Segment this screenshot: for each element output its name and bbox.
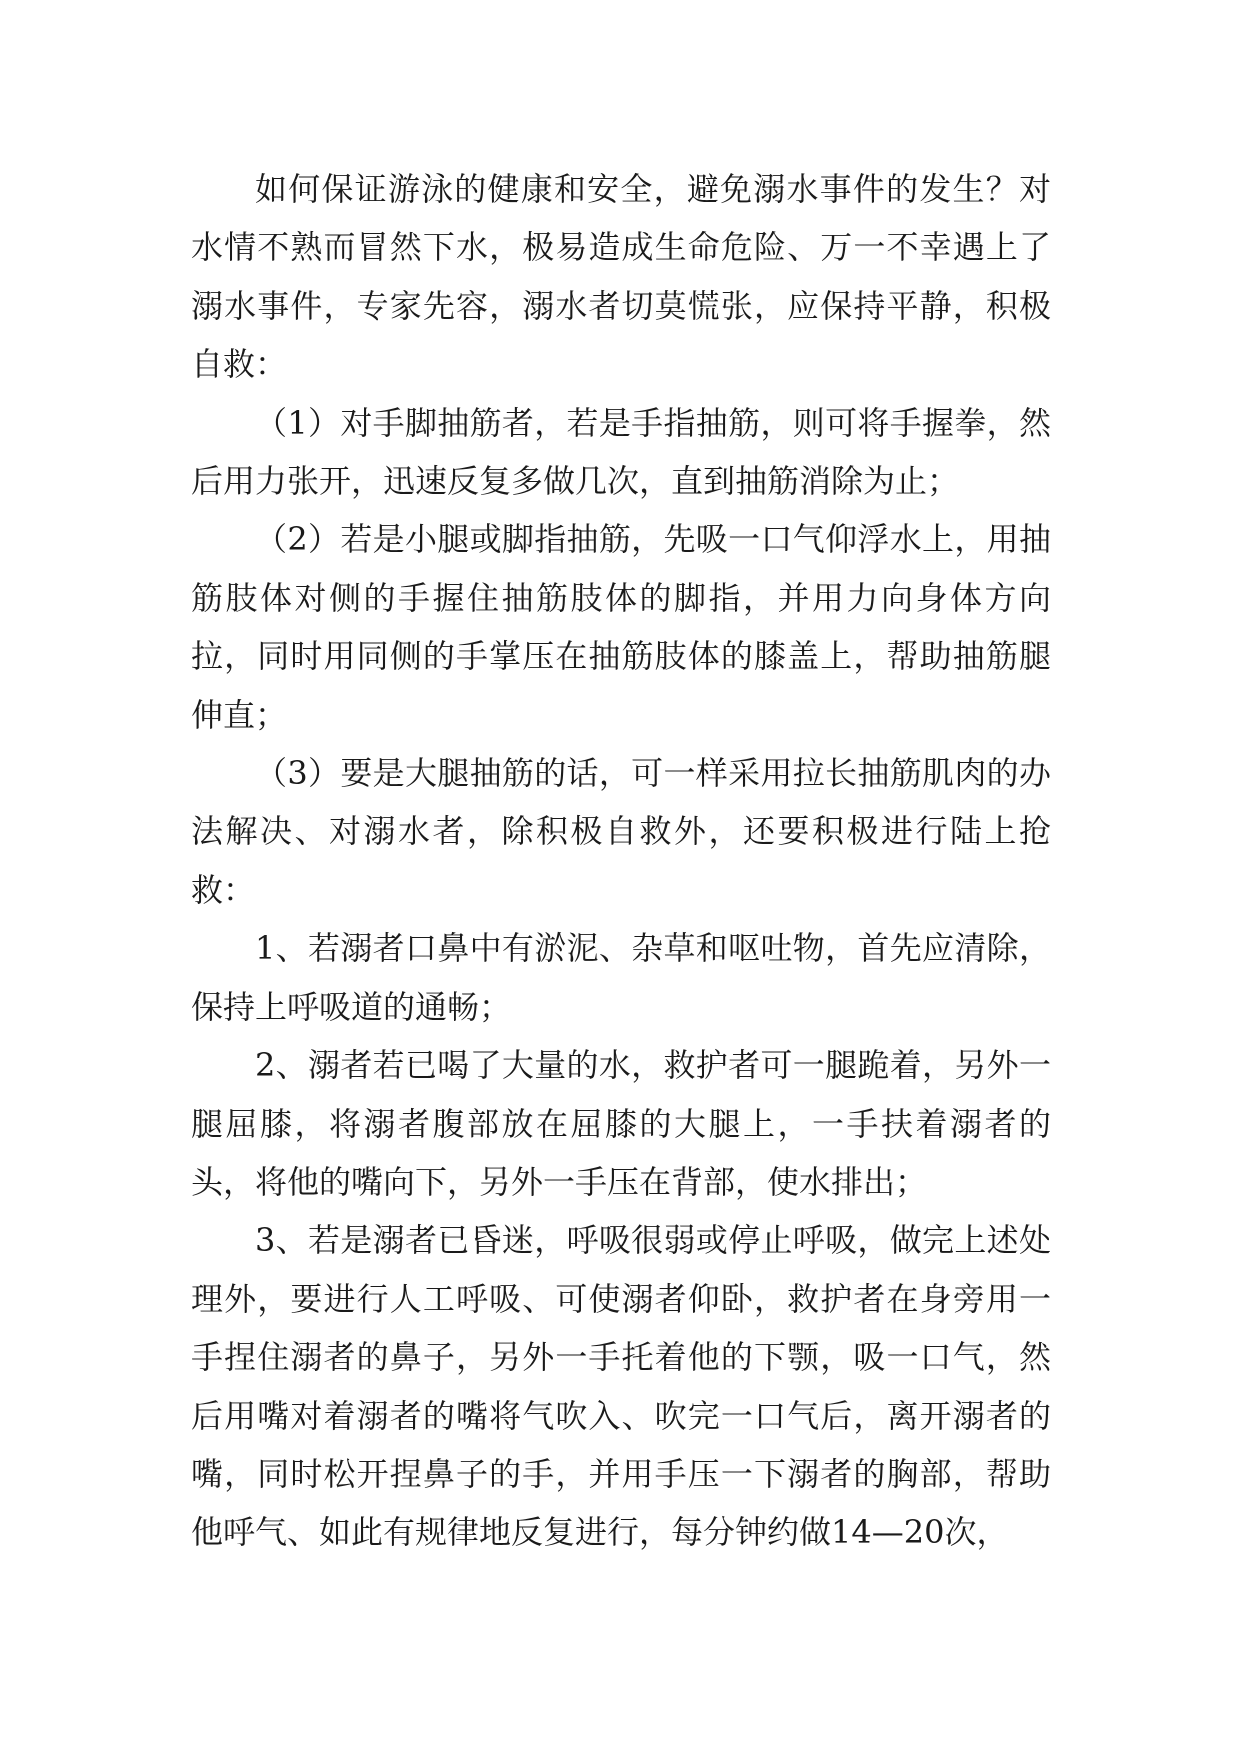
self-rescue-step-1: （1）对手脚抽筋者，若是手指抽筋，则可将手握拳，然后用力张开，迅速反复多做几次，直到抽筋消除为止； bbox=[191, 403, 1051, 501]
self-rescue-step-2: （2）若是小腿或脚指抽筋，先吸一口气仰浮水上，用抽筋肢体对侧的手握住抽筋肢体的脚指，并用力向身体方向拉，同时用同侧的手掌压在抽筋肢体的膝盖上，帮助抽筋腿伸直； bbox=[191, 520, 1051, 734]
self-rescue-step-3: （3）要是大腿抽筋的话，可一样采用拉长抽筋肌肉的办法解决、对溺水者，除积极自救外，还要积极进行陆上抢救： bbox=[191, 754, 1051, 909]
land-rescue-step-2: 2、溺者若已喝了大量的水，救护者可一腿跪着，另外一腿屈膝，将溺者腹部放在屈膝的大腿上，一手扶着溺者的头，将他的嘴向下，另外一手压在背部，使水排出； bbox=[191, 1046, 1051, 1201]
document-page bbox=[191, 160, 1051, 1562]
intro-paragraph: 如何保证游泳的健康和安全，避免溺水事件的发生？对水情不熟而冒然下水，极易造成生命危险、万一不幸遇上了溺水事件，专家先容，溺水者切莫慌张，应保持平静，积极自救： bbox=[191, 170, 1051, 384]
land-rescue-step-3: 3、若是溺者已昏迷，呼吸很弱或停止呼吸，做完上述处理外，要进行人工呼吸、可使溺者仰卧，救护者在身旁用一手捏住溺者的鼻子，另外一手托着他的下颚，吸一口气，然后用嘴对着溺者的嘴将气吹入、吹完一口气后，离开溺者的嘴，同时松开捏鼻子的手，并用手压一下溺者的胸部，帮助他呼气、如此有规律地反复进行，每分钟约做14—20次， bbox=[191, 1221, 1051, 1552]
land-rescue-step-1: 1、若溺者口鼻中有淤泥、杂草和呕吐物，首先应清除，保持上呼吸道的通畅； bbox=[191, 929, 1051, 1026]
